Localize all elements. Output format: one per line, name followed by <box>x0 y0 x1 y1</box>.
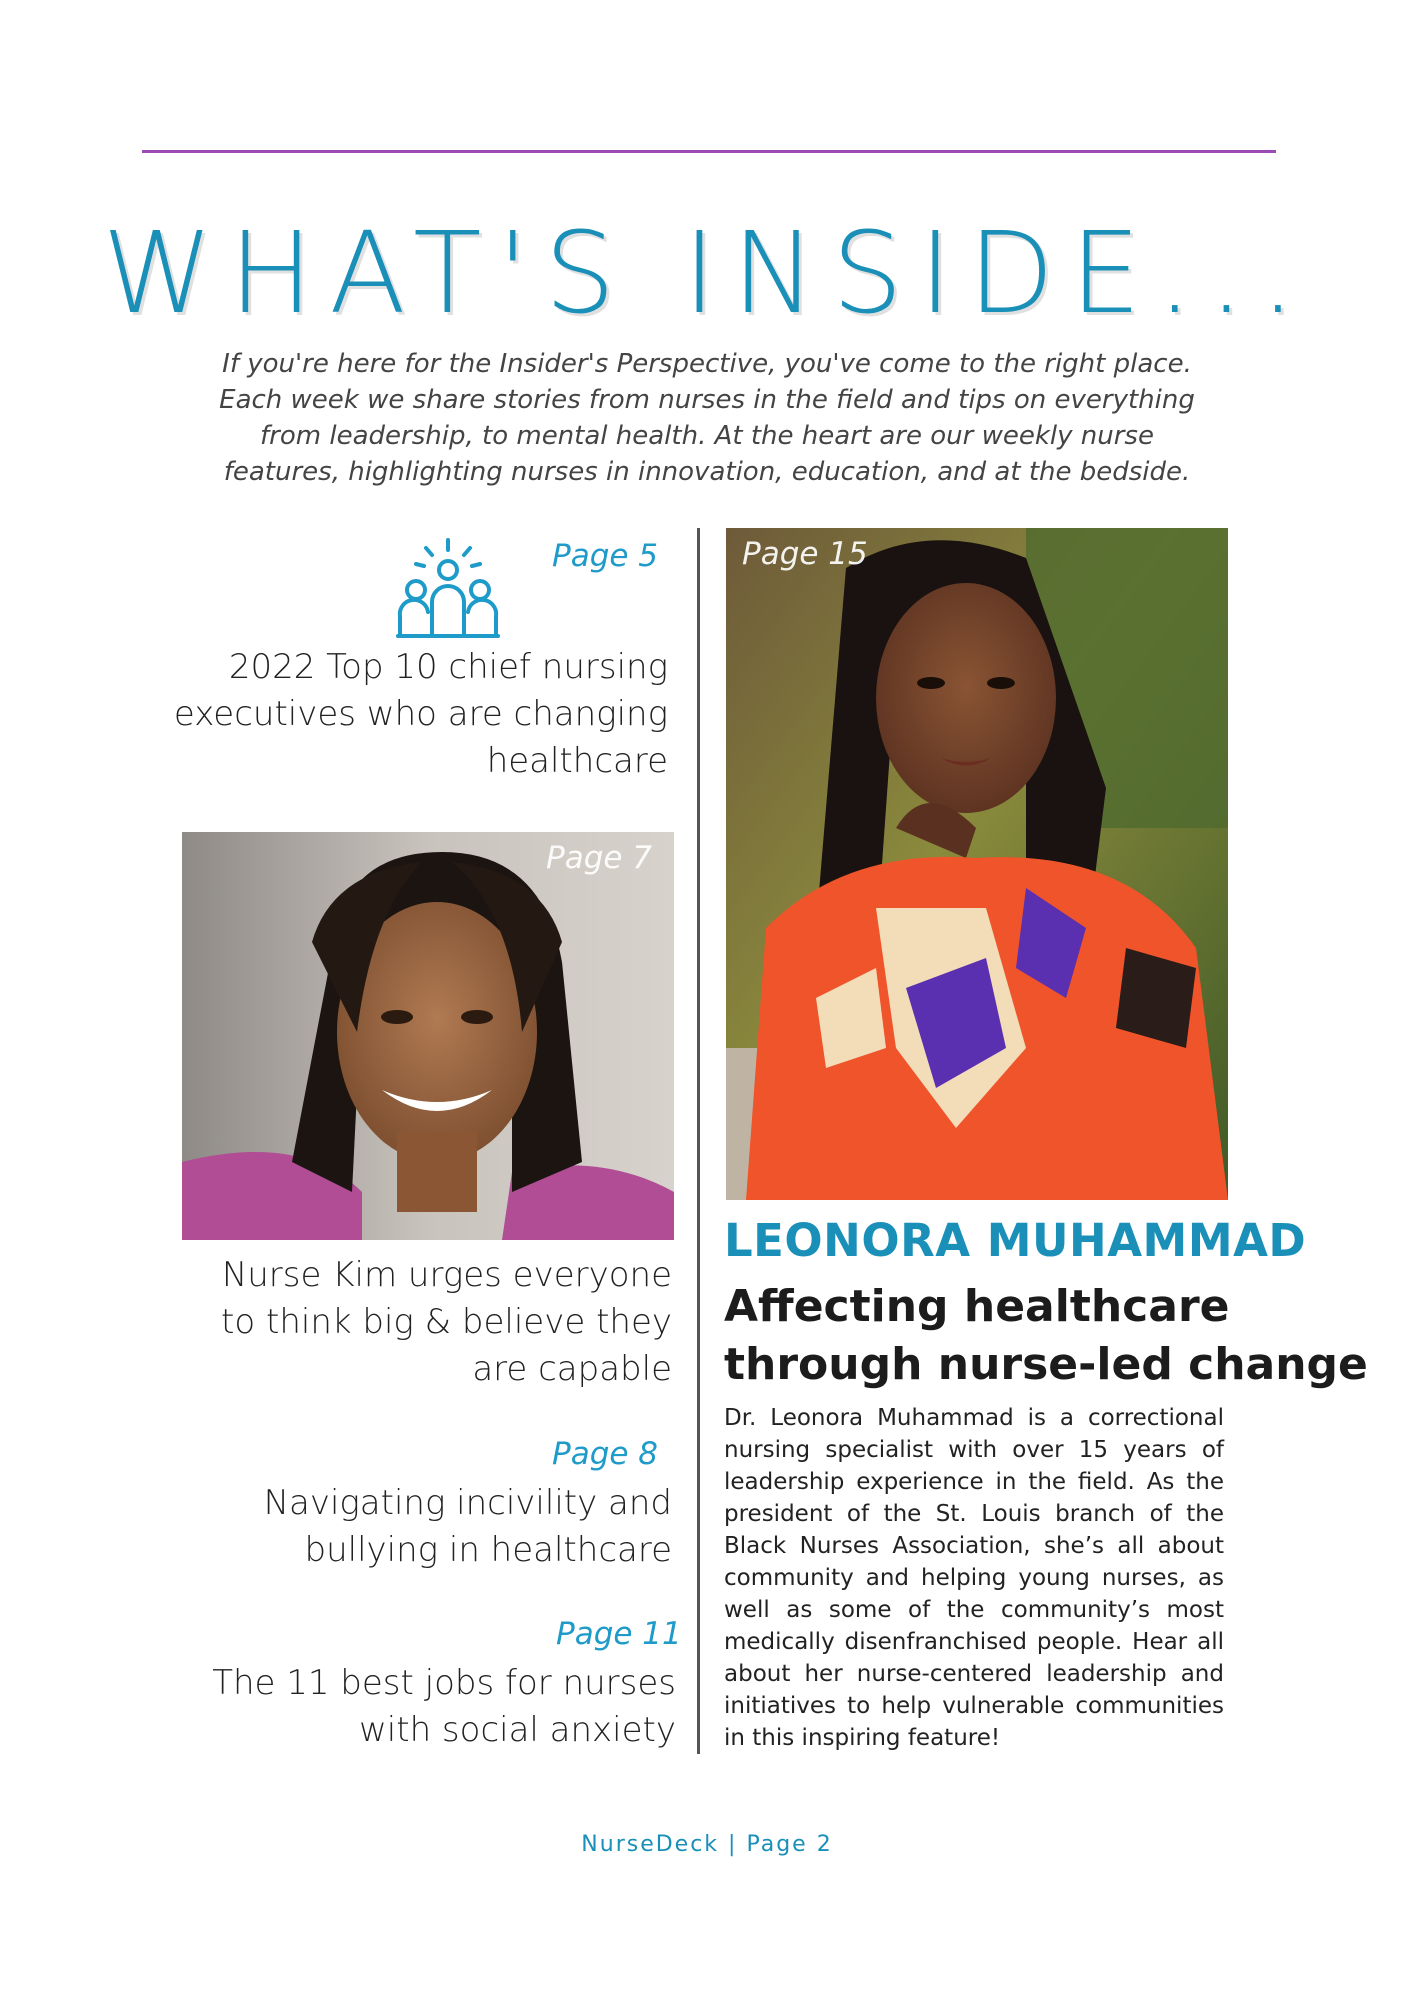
feature-body-text: Dr. Leonora Muhammad is a correctional nursing specialist with over 15 years of leadership experience in the field. As the president of the St. Louis branch of the Black Nurses Association, she’s all about community and helping young nurses, as well as some of the community’s most medically disenfranchised people. Hear all about her nurse-centered leadership and initiatives to help vulnerable communities in this inspiring feature! <box>724 1405 1224 1751</box>
feature-subtitle[interactable] <box>724 1278 1368 1394</box>
subtitle-line: through nurse-led change <box>724 1339 1368 1390</box>
page-15-label: Page 15 <box>742 536 868 572</box>
leonora-muhammad-photo[interactable] <box>726 528 1228 1200</box>
page-5-label: Page 5 <box>552 538 659 574</box>
nurse-kim-headline[interactable] <box>221 1252 672 1393</box>
page-11-label: Page 11 <box>556 1616 682 1652</box>
column-divider <box>697 528 700 1754</box>
cno-article-headline[interactable] <box>174 644 668 785</box>
intro-paragraph <box>180 346 1234 490</box>
intro-line: features, highlighting nurses in innovation, education, and at the bedside. <box>223 457 1191 487</box>
headline-line: bullying in healthcare <box>304 1530 672 1570</box>
headline-line: The 11 best jobs for nurses <box>212 1663 676 1703</box>
headline-line: Navigating incivility and <box>263 1483 672 1523</box>
headline-line: healthcare <box>486 741 668 781</box>
headline-line: Nurse Kim urges everyone <box>221 1255 672 1295</box>
headline-line: to think big & believe they <box>221 1302 672 1342</box>
jobs-social-anxiety-headline[interactable] <box>212 1660 676 1754</box>
incivility-headline[interactable] <box>264 1480 672 1574</box>
feature-name: LEONORA MUHAMMAD <box>724 1214 1307 1267</box>
headline-line: executives who are changing <box>173 694 668 734</box>
page-7-label: Page 7 <box>546 840 653 876</box>
headline-line: are capable <box>472 1349 672 1389</box>
top-divider-rule <box>142 150 1276 153</box>
intro-line: If you're here for the Insider's Perspective, you've come to the right place. <box>222 349 1192 379</box>
page-title: WHAT'S INSIDE... <box>102 209 1312 339</box>
intro-line: from leadership, to mental health. At the heart are our weekly nurse <box>260 421 1154 451</box>
headline-line: 2022 Top 10 chief nursing <box>228 647 668 687</box>
headline-line: with social anxiety <box>358 1710 676 1750</box>
subtitle-line: Affecting healthcare <box>724 1281 1230 1332</box>
leadership-group-icon <box>388 536 508 640</box>
page-footer: NurseDeck | Page 2 <box>581 1832 833 1857</box>
page-8-label: Page 8 <box>552 1436 659 1472</box>
nurse-kim-photo[interactable] <box>182 832 674 1240</box>
intro-line: Each week we share stories from nurses in the field and tips on everything <box>219 385 1195 415</box>
